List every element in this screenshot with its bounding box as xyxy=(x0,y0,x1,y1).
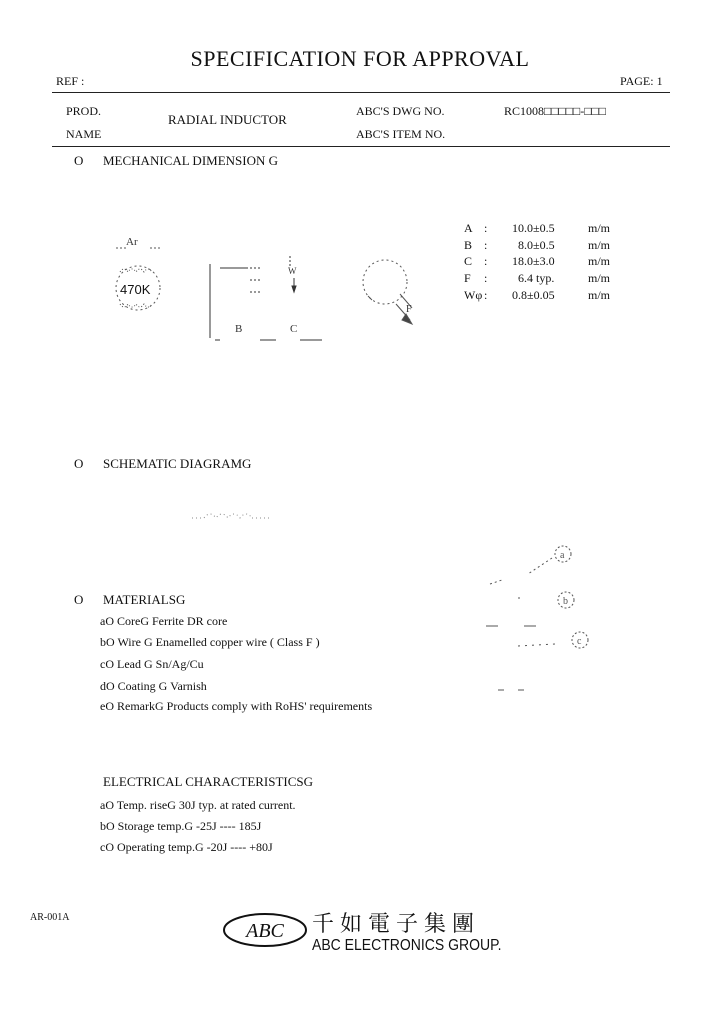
dimension-value: 6.4 typ. xyxy=(518,271,555,285)
value-marking: 470K xyxy=(120,282,151,297)
material-item: bO Wire G Enamelled copper wire ( Class F ) xyxy=(100,635,320,649)
dimension-value: 10.0±0.5 xyxy=(512,221,555,235)
prod-label: PROD. xyxy=(66,104,102,118)
coil-schematic xyxy=(190,508,280,524)
mechanical-bullet: O xyxy=(74,153,84,168)
dimension-unit: m/m xyxy=(588,221,611,235)
item-label: ABC'S ITEM NO. xyxy=(356,127,446,141)
company-name-english: ABC ELECTRONICS GROUP. xyxy=(312,935,502,954)
material-item: aO CoreG Ferrite DR core xyxy=(100,614,228,628)
callout-b: b xyxy=(563,596,568,607)
materials-sketch xyxy=(480,540,600,700)
dimension-symbol: B xyxy=(464,238,473,252)
dimension-symbol: Wφ xyxy=(464,288,483,302)
dimension-unit: m/m xyxy=(588,238,611,252)
dimension-symbol: F xyxy=(464,271,471,285)
material-item: dO Coating G Varnish xyxy=(100,679,207,693)
dimension-f-label: F xyxy=(406,304,412,315)
dimension-value: 8.0±0.5 xyxy=(518,238,555,252)
electrical-heading: ELECTRICAL CHARACTERISTICSG xyxy=(103,774,314,789)
dimension-colon: : xyxy=(484,221,488,235)
dimension-value: 18.0±3.0 xyxy=(512,254,555,268)
dwg-value: RC1008□□□□□-□□□ xyxy=(504,104,606,118)
material-item: cO Lead G Sn/Ag/Cu xyxy=(100,657,204,671)
document-title: SPECIFICATION FOR APPROVAL xyxy=(190,46,530,71)
dimension-colon: : xyxy=(484,238,488,252)
dimension-unit: m/m xyxy=(588,254,611,268)
material-item: eO RemarkG Products comply with RoHS' requirements xyxy=(100,699,373,713)
header-top-rule xyxy=(52,92,670,93)
schematic-heading: SCHEMATIC DIAGRAMG xyxy=(103,456,252,471)
page-label: PAGE: 1 xyxy=(620,74,663,88)
logo-text: ABC xyxy=(246,920,284,942)
dimension-w-label: W xyxy=(288,266,297,276)
electrical-item: bO Storage temp.G -25J ---- 185J xyxy=(100,819,262,833)
dimension-c-label: C xyxy=(290,323,298,335)
dimension-unit: m/m xyxy=(588,288,611,302)
dimension-a-label: Ar xyxy=(126,236,138,248)
product-name: RADIAL INDUCTOR xyxy=(168,112,287,127)
dimension-colon: : xyxy=(484,254,488,268)
callout-a: a xyxy=(560,550,565,561)
name-label: NAME xyxy=(66,127,102,141)
electrical-item: cO Operating temp.G -20J ---- +80J xyxy=(100,840,273,854)
dimension-b-label: B xyxy=(235,323,243,335)
callout-c: c xyxy=(577,636,582,647)
schematic-bullet: O xyxy=(74,456,84,471)
dimension-colon: : xyxy=(484,271,488,285)
company-name-chinese: 千如電子集團 xyxy=(312,912,481,937)
materials-bullet: O xyxy=(74,592,84,607)
header-bottom-rule xyxy=(52,146,670,147)
bottom-view xyxy=(363,260,412,324)
inductor-drawing xyxy=(100,228,440,348)
dimension-symbol: A xyxy=(464,221,473,235)
side-view xyxy=(210,256,322,340)
dimension-unit: m/m xyxy=(588,271,611,285)
materials-heading: MATERIALSG xyxy=(103,592,186,607)
dimension-value: 0.8±0.05 xyxy=(512,288,555,302)
dimension-colon: : xyxy=(484,288,488,302)
dwg-label: ABC'S DWG NO. xyxy=(356,104,445,118)
electrical-item: aO Temp. riseG 30J typ. at rated current. xyxy=(100,798,296,812)
form-code: AR-001A xyxy=(30,912,70,923)
abc-logo xyxy=(222,912,308,948)
top-view xyxy=(116,248,162,310)
mechanical-heading: MECHANICAL DIMENSION G xyxy=(103,153,279,168)
dimension-symbol: C xyxy=(464,254,473,268)
ref-label: REF : xyxy=(56,74,85,88)
